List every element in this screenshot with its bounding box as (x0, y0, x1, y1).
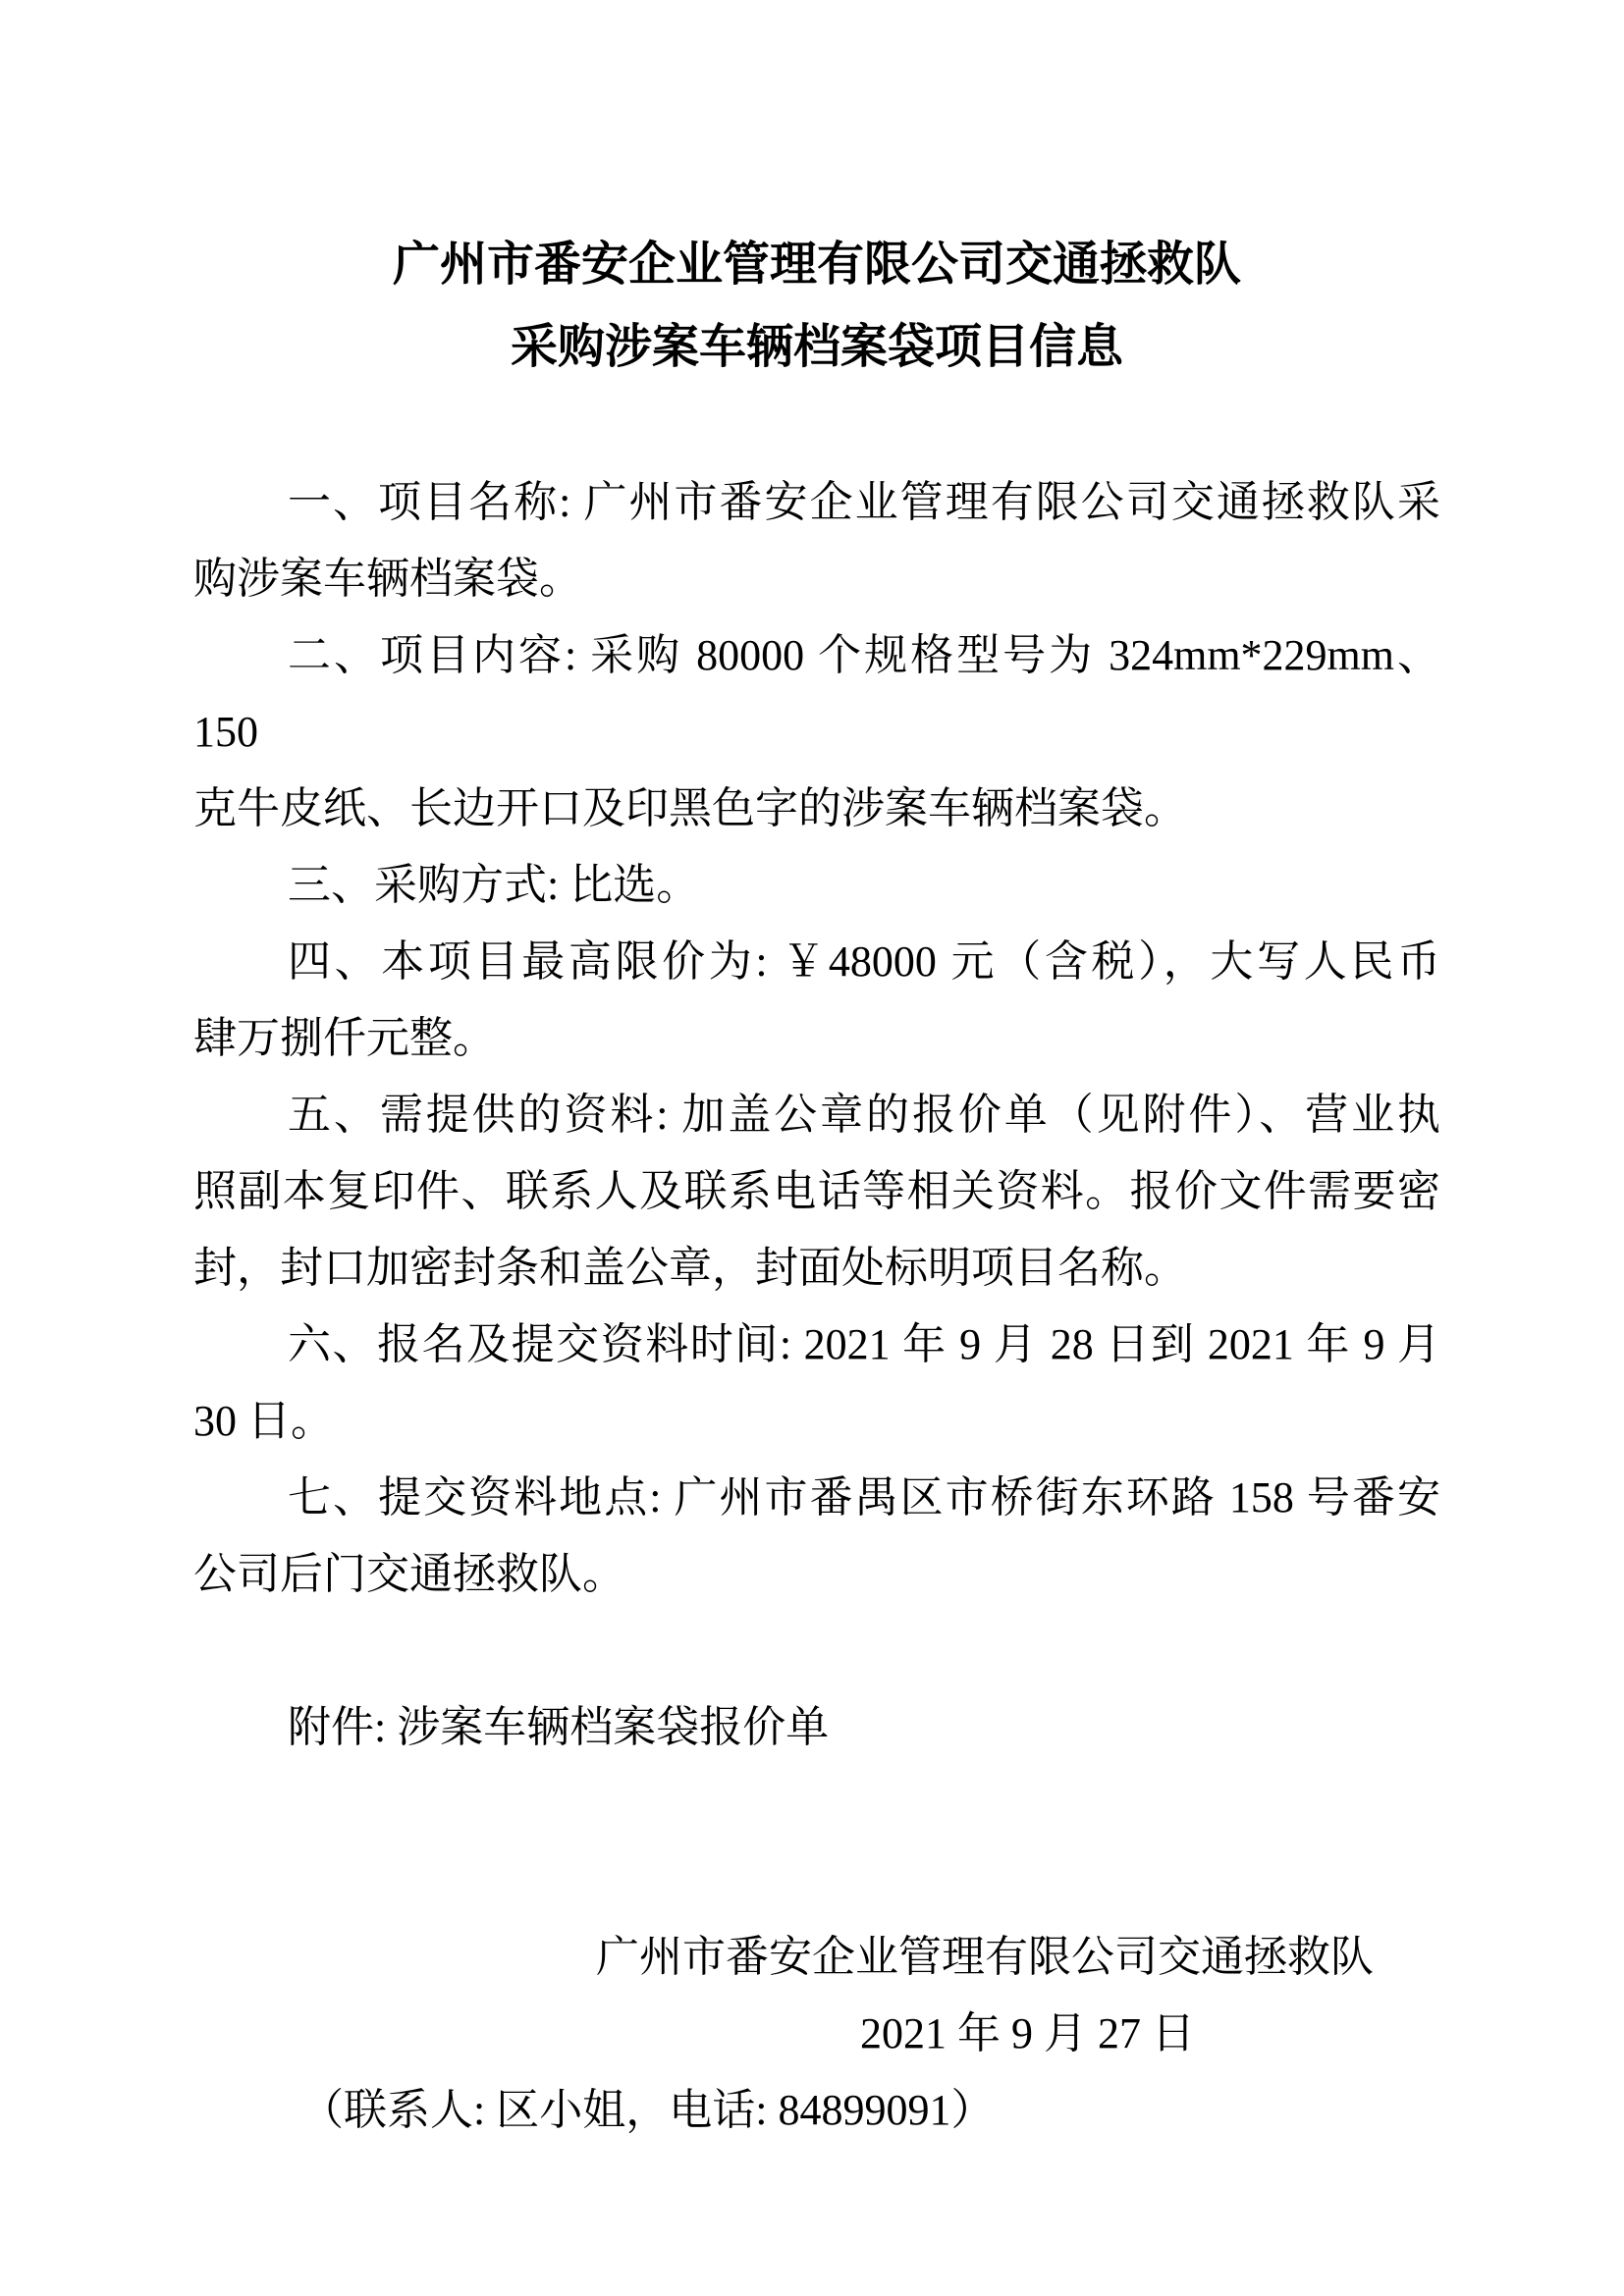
signature-contact: （联系人: 区小姐，电话: 84899091） (300, 2086, 995, 2134)
body-line-3: 二、项目内容: 采购 80000 个规格型号为 324mm*229mm、150 (193, 631, 1440, 756)
signature-date: 2021 年 9 月 27 日 (860, 2009, 1195, 2057)
page-title-line-2: 采购涉案车辆档案袋项目信息 (510, 321, 1123, 373)
body-line-14: 公司后门交通拯救队。 (193, 1550, 625, 1598)
body-line-13: 七、提交资料地点: 广州市番禺区市桥街东环路 158 号番安 (288, 1473, 1440, 1522)
body-line-1: 一、项目名称: 广州市番安企业管理有限公司交通拯救队采 (288, 478, 1440, 526)
body-line-10: 封，封口加密封条和盖公章，封面处标明项目名称。 (193, 1244, 1187, 1292)
document-content (193, 0, 1440, 2149)
body-line-5: 三、采购方式: 比选。 (288, 861, 700, 909)
body-line-2: 购涉案车辆档案袋。 (193, 555, 582, 603)
body-line-6: 四、本项目最高限价为: ￥48000 元（含税），大写人民币 (288, 937, 1440, 986)
body-line-7: 肆万捌仟元整。 (193, 1014, 496, 1062)
body-line-4: 克牛皮纸、长边开口及印黑色字的涉案车辆档案袋。 (193, 784, 1187, 832)
signature-company: 广州市番安企业管理有限公司交通拯救队 (596, 1933, 1374, 1981)
body-line-11: 六、报名及提交资料时间: 2021 年 9 月 28 日到 2021 年 9 月 (288, 1320, 1440, 1368)
page-title-line-1: 广州市番安企业管理有限公司交通拯救队 (392, 239, 1241, 291)
body-line-12: 30 日。 (193, 1397, 334, 1445)
attachment-line: 附件: 涉案车辆档案袋报价单 (288, 1703, 830, 1751)
page-title (193, 224, 1440, 389)
body-line-9: 照副本复印件、联系人及联系电话等相关资料。报价文件需要密 (193, 1167, 1440, 1215)
body-text (193, 464, 1440, 1613)
body-line-8: 五、需提供的资料: 加盖公章的报价单（见附件）、营业执 (288, 1091, 1440, 1139)
